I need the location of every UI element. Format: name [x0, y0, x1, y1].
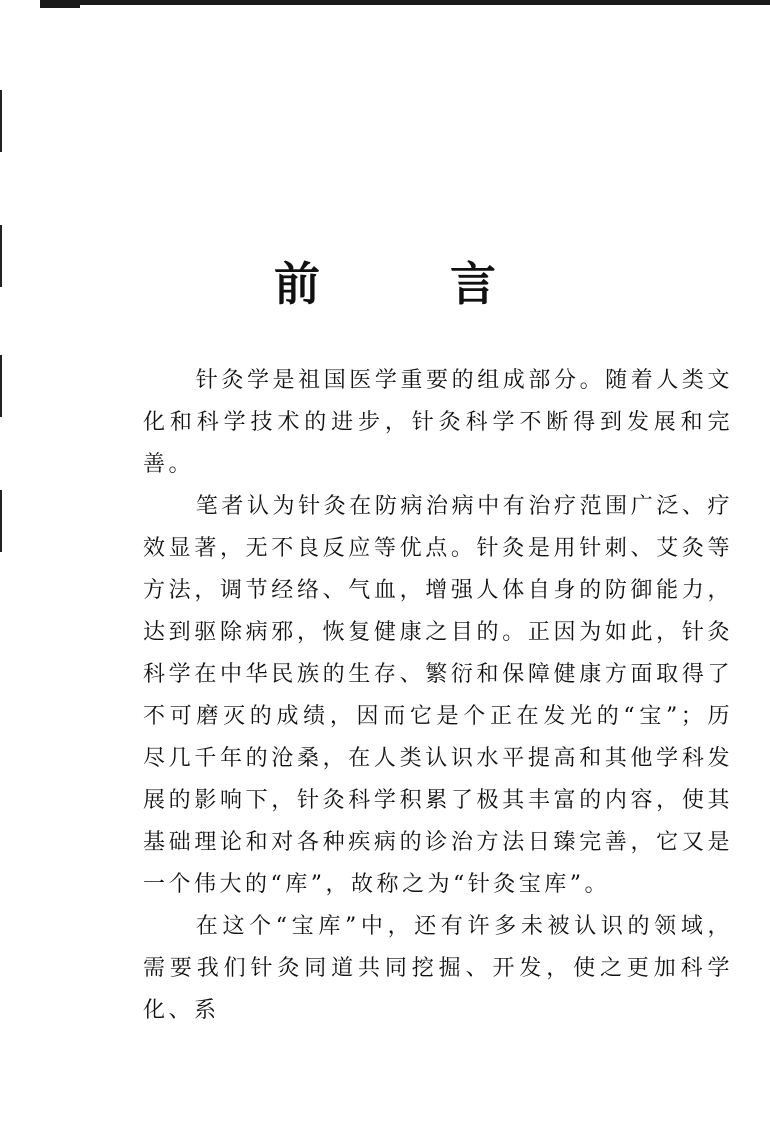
scan-edge-mark [0, 355, 2, 417]
top-border-accent [40, 0, 80, 8]
paragraph-3: 在这个“宝库”中，还有许多未被认识的领域，需要我们针灸同道共同挖掘、开发，使之更加科学化、系 [143, 914, 733, 1023]
paragraph-1: 针灸学是祖国医学重要的组成部分。随着人类文化和科学技术的进步，针灸科学不断得到发展和完善。 [143, 368, 733, 477]
preface-body [143, 360, 733, 1032]
scan-edge-mark [0, 90, 2, 152]
page-title [0, 248, 770, 314]
paragraph-2: 笔者认为针灸在防病治病中有治疗范围广泛、疗效显著，无不良反应等优点。针灸是用针刺、艾灸等方法，调节经络、气血，增强人体自身的防御能力，达到驱除病邪，恢复健康之目的。正因为如此，针灸科学在中华民族的生存、繁衍和保障健康方面取得了不可磨灭的成绩，因而它是个正在发光的“宝”；历尽几千年的沧桑，在人类认识水平提高和其他学科发展的影响下，针灸科学积累了极其丰富的内容，使其基础理论和对各种疾病的诊治方法日臻完善，它又是一个伟大的“库”，故称之为“针灸宝库”。 [143, 494, 733, 897]
top-border-rule [40, 0, 770, 5]
scan-edge-mark [0, 490, 2, 552]
title-char-1: 前 [274, 257, 320, 311]
title-char-2: 言 [450, 257, 496, 311]
